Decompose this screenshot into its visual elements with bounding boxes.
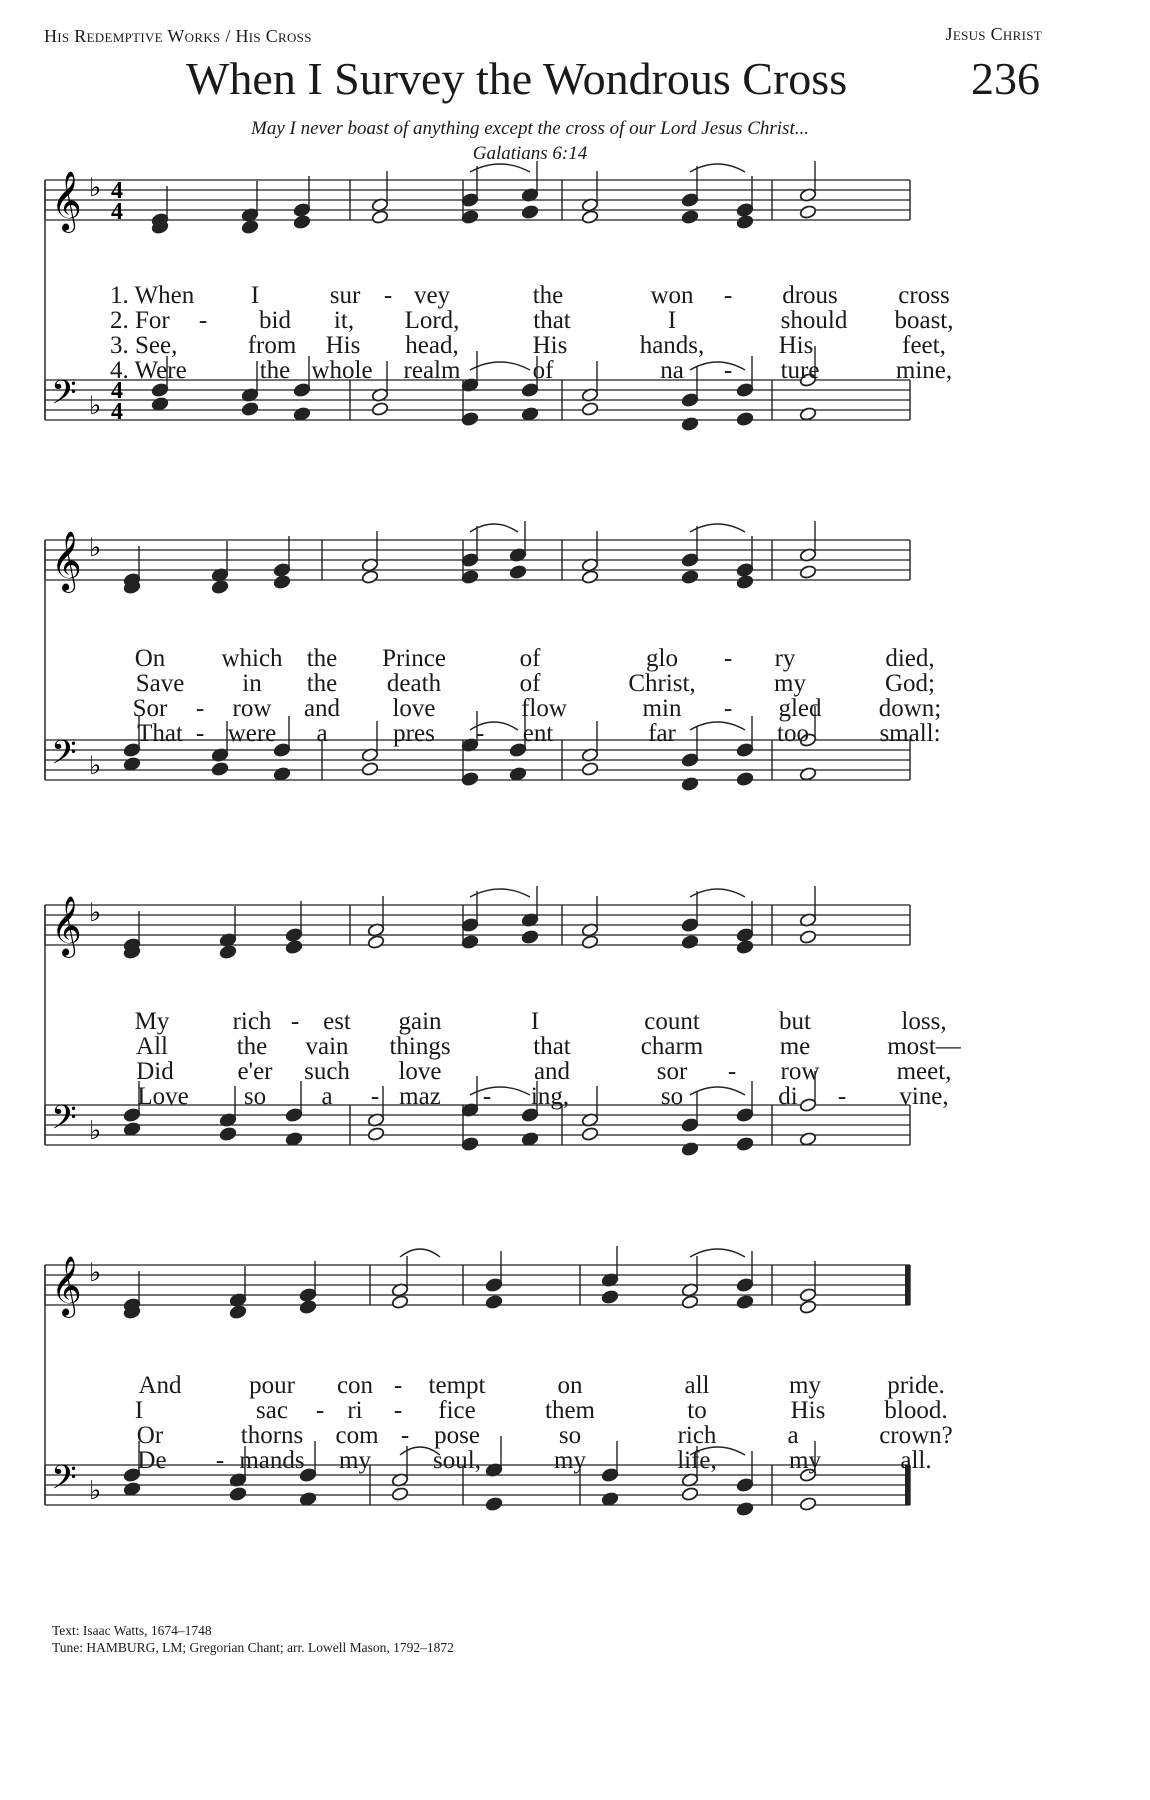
- alto-note: [681, 935, 699, 950]
- lyric-syllable: so: [660, 1083, 684, 1110]
- lyric-syllable: 4. Were: [110, 357, 187, 384]
- alto-note: [736, 215, 754, 230]
- lyric-syllable: my: [554, 1447, 586, 1474]
- lyric-syllable: the: [259, 357, 291, 384]
- lyric-syllable: God;: [885, 670, 935, 697]
- lyric-syllable: too: [777, 720, 809, 747]
- lyric-syllable: pride.: [887, 1372, 945, 1399]
- lyric-syllable: hands,: [639, 332, 705, 359]
- lyric-syllable: -: [475, 720, 485, 747]
- alto-note: [736, 575, 754, 590]
- soprano-note: [681, 553, 699, 568]
- soprano-note: [299, 1288, 317, 1303]
- bass-note: [799, 1132, 817, 1147]
- lyric-syllable: won: [650, 282, 694, 309]
- lyric-syllable: fice: [438, 1397, 476, 1424]
- lyric-syllable: of: [519, 645, 541, 672]
- lyric-syllable: of: [532, 357, 554, 384]
- lyric-syllable: 3. See,: [110, 332, 178, 359]
- bass-note: [367, 1127, 385, 1142]
- lyric-syllable: which: [221, 645, 283, 672]
- bass-note: [736, 1137, 754, 1152]
- bass-clef-icon: 𝄢: [51, 1099, 77, 1145]
- lyric-syllable: on: [557, 1372, 583, 1399]
- text-credit: Text: Isaac Watts, 1674–1748: [52, 1623, 212, 1638]
- lyric-syllable: rich: [232, 1008, 272, 1035]
- lyric-syllable: And: [138, 1372, 182, 1399]
- soprano-note: [736, 563, 754, 578]
- lyric-syllable: small:: [879, 720, 941, 747]
- treble-clef-icon: 𝄞: [51, 171, 82, 231]
- lyric-syllable: sor: [656, 1058, 688, 1085]
- alto-note: [581, 570, 599, 585]
- lyric-syllable: I: [667, 307, 677, 334]
- treble-slur: [400, 1249, 440, 1257]
- lyric-line-verse-4: [0, 1083, 1150, 1113]
- time-signature-top: 4: [111, 378, 123, 404]
- treble-slur: [690, 889, 745, 897]
- lyric-syllable: 2. For: [110, 307, 170, 334]
- lyric-syllable: all: [684, 1372, 710, 1399]
- tenor-note: [736, 1478, 754, 1493]
- lyric-syllable: me: [779, 1033, 811, 1060]
- lyric-syllable: ry: [774, 645, 796, 672]
- bass-note: [601, 1492, 619, 1507]
- lyric-syllable: -: [400, 1422, 410, 1449]
- bass-note: [371, 402, 389, 417]
- lyric-syllable: min: [642, 695, 682, 722]
- alto-note: [736, 940, 754, 955]
- bass-note: [461, 772, 479, 787]
- alto-note: [371, 210, 389, 225]
- bass-note: [736, 772, 754, 787]
- bass-note: [509, 767, 527, 782]
- lyric-syllable: such: [304, 1058, 350, 1085]
- lyric-syllable: glo: [646, 645, 678, 672]
- lyric-syllable: meet,: [896, 1058, 952, 1085]
- lyric-syllable: thorns: [240, 1422, 304, 1449]
- lyric-syllable: row: [232, 695, 272, 722]
- lyric-syllable: most—: [887, 1033, 961, 1060]
- lyric-syllable: His: [532, 332, 568, 359]
- alto-note: [509, 565, 527, 580]
- bass-note: [736, 1502, 754, 1517]
- bass-note: [123, 1122, 141, 1137]
- lyric-line-verse-4: [0, 1447, 1150, 1477]
- scripture-reference: Galatians 6:14: [472, 143, 588, 164]
- flat-sign-icon: ♭: [89, 1116, 102, 1146]
- lyric-syllable: -: [727, 1058, 737, 1085]
- flat-sign-icon: ♭: [89, 1476, 102, 1506]
- lyric-syllable: were: [227, 720, 277, 747]
- lyric-syllable: His: [790, 1397, 826, 1424]
- alto-note: [211, 580, 229, 595]
- lyric-syllable: De: [137, 1447, 167, 1474]
- alto-note: [521, 930, 539, 945]
- alto-note: [367, 935, 385, 950]
- treble-staff: [45, 1256, 910, 1318]
- lyric-syllable: -: [723, 645, 733, 672]
- lyric-syllable: -: [290, 1008, 300, 1035]
- lyric-syllable: On: [134, 645, 166, 672]
- bass-note: [681, 1142, 699, 1157]
- lyric-syllable: Did: [136, 1058, 174, 1085]
- bass-note: [485, 1497, 503, 1512]
- lyric-syllable: His: [325, 332, 361, 359]
- lyric-syllable: a: [321, 1083, 333, 1110]
- alto-note: [799, 1300, 817, 1315]
- lyric-syllable: -: [837, 1083, 847, 1110]
- lyric-syllable: and: [533, 1058, 571, 1085]
- alto-note: [681, 1295, 699, 1310]
- lyric-syllable: feet,: [902, 332, 946, 359]
- alto-note: [681, 570, 699, 585]
- lyric-syllable: of: [519, 670, 541, 697]
- lyric-syllable: tempt: [428, 1372, 486, 1399]
- lyric-syllable: but: [779, 1008, 811, 1035]
- lyric-syllable: the: [306, 645, 338, 672]
- bass-note: [799, 767, 817, 782]
- alto-note: [485, 1295, 503, 1310]
- alto-note: [461, 210, 479, 225]
- lyric-syllable: loss,: [901, 1008, 947, 1035]
- lyric-syllable: soul,: [433, 1447, 481, 1474]
- bass-note: [581, 1127, 599, 1142]
- bass-note: [391, 1487, 409, 1502]
- lyric-syllable: that: [533, 1033, 571, 1060]
- lyric-syllable: mands: [239, 1447, 305, 1474]
- alto-note: [229, 1305, 247, 1320]
- lyric-syllable: I: [134, 1397, 144, 1424]
- tenor-note: [681, 1118, 699, 1133]
- lyric-syllable: so: [243, 1083, 267, 1110]
- lyric-syllable: -: [393, 1372, 403, 1399]
- treble-clef-icon: 𝄞: [51, 1256, 82, 1316]
- lyric-syllable: pres: [393, 720, 435, 747]
- lyric-syllable: bid: [259, 307, 291, 334]
- lyric-syllable: -: [315, 1397, 325, 1424]
- category-header: Jesus Christ: [945, 24, 1042, 44]
- soprano-note: [681, 918, 699, 933]
- lyric-syllable: in: [242, 670, 262, 697]
- lyric-syllable: Lord,: [404, 307, 460, 334]
- flat-sign-icon: ♭: [89, 1258, 102, 1288]
- bass-note: [799, 407, 817, 422]
- alto-note: [241, 220, 259, 235]
- lyric-syllable: ri: [347, 1397, 363, 1424]
- tenor-note: [681, 753, 699, 768]
- alto-note: [461, 570, 479, 585]
- alto-note: [293, 215, 311, 230]
- lyric-syllable: count: [644, 1008, 700, 1035]
- lyric-syllable: whole: [311, 357, 373, 384]
- lyric-syllable: death: [386, 670, 442, 697]
- bass-note: [799, 1497, 817, 1512]
- lyric-syllable: -: [723, 282, 733, 309]
- lyric-syllable: His: [778, 332, 814, 359]
- flat-sign-icon: ♭: [89, 533, 102, 563]
- treble-clef-icon: 𝄞: [51, 896, 82, 956]
- flat-sign-icon: ♭: [89, 173, 102, 203]
- bass-note: [681, 417, 699, 432]
- lyric-syllable: con: [336, 1372, 374, 1399]
- bass-note: [581, 762, 599, 777]
- bass-note: [299, 1492, 317, 1507]
- lyric-syllable: life,: [677, 1447, 717, 1474]
- lyric-syllable: the: [532, 282, 564, 309]
- lyric-syllable: realm: [403, 357, 461, 384]
- alto-note: [521, 205, 539, 220]
- bass-note: [581, 402, 599, 417]
- lyric-syllable: -: [370, 1083, 380, 1110]
- lyric-syllable: ent: [522, 720, 554, 747]
- treble-slur: [470, 164, 530, 172]
- lyric-syllable: My: [134, 1008, 170, 1035]
- lyric-syllable: far: [648, 720, 676, 747]
- bass-note: [123, 757, 141, 772]
- lyric-syllable: All: [136, 1033, 168, 1060]
- soprano-note: [736, 203, 754, 218]
- lyric-syllable: a: [787, 1422, 799, 1449]
- treble-clef-icon: 𝄞: [51, 531, 82, 591]
- lyric-syllable: crown?: [879, 1422, 953, 1449]
- lyric-syllable: the: [236, 1033, 268, 1060]
- alto-note: [299, 1300, 317, 1315]
- lyric-syllable: Sor: [132, 695, 168, 722]
- lyric-syllable: blood.: [884, 1397, 948, 1424]
- soprano-note: [285, 928, 303, 943]
- alto-note: [799, 565, 817, 580]
- final-double-barline: [905, 1265, 910, 1305]
- lyric-syllable: -: [215, 1447, 225, 1474]
- flat-sign-icon: ♭: [89, 898, 102, 928]
- bass-note: [461, 1137, 479, 1152]
- alto-note: [799, 205, 817, 220]
- lyric-syllable: from: [247, 332, 297, 359]
- bass-note: [219, 1127, 237, 1142]
- lyric-syllable: That: [137, 720, 183, 747]
- lyric-syllable: ture: [780, 357, 820, 384]
- soprano-note: [736, 1278, 754, 1293]
- lyric-syllable: the: [306, 670, 338, 697]
- lyric-syllable: died,: [885, 645, 935, 672]
- lyric-syllable: down;: [878, 695, 942, 722]
- lyric-syllable: things: [389, 1033, 451, 1060]
- bass-note: [241, 402, 259, 417]
- lyric-syllable: est: [323, 1008, 351, 1035]
- section-header: His Redemptive Works / His Cross: [44, 26, 312, 46]
- hymn-title: When I Survey the Wondrous Cross: [186, 53, 848, 104]
- lyric-syllable: com: [335, 1422, 379, 1449]
- time-signature-bottom: 4: [111, 199, 123, 225]
- soprano-note: [461, 553, 479, 568]
- lyric-syllable: -: [723, 695, 733, 722]
- alto-note: [219, 945, 237, 960]
- lyric-syllable: I: [250, 282, 260, 309]
- lyric-syllable: and: [303, 695, 341, 722]
- lyric-syllable: -: [482, 1083, 492, 1110]
- tenor-note: [681, 393, 699, 408]
- lyric-syllable: -: [393, 1397, 403, 1424]
- alto-note: [361, 570, 379, 585]
- bass-note: [521, 1132, 539, 1147]
- soprano-note: [461, 918, 479, 933]
- lyric-syllable: love: [392, 695, 436, 722]
- lyric-syllable: gain: [398, 1008, 442, 1035]
- lyric-syllable: maz: [399, 1083, 441, 1110]
- treble-slur: [690, 1249, 745, 1257]
- bass-clef-icon: 𝄢: [51, 734, 77, 780]
- bass-note: [293, 407, 311, 422]
- lyric-syllable: to: [687, 1397, 707, 1424]
- bass-note: [681, 1487, 699, 1502]
- lyric-syllable: Or: [136, 1422, 164, 1449]
- alto-note: [601, 1290, 619, 1305]
- bass-note: [211, 762, 229, 777]
- lyric-syllable: drous: [782, 282, 838, 309]
- scripture-epigraph: May I never boast of anything except the cross of our Lord Jesus Christ...: [251, 118, 809, 139]
- bass-note: [285, 1132, 303, 1147]
- soprano-note: [681, 193, 699, 208]
- lyric-syllable: ing,: [530, 1083, 570, 1110]
- alto-note: [581, 210, 599, 225]
- soprano-note: [799, 1288, 817, 1303]
- lyric-syllable: Prince: [382, 645, 446, 672]
- lyric-syllable: pose: [434, 1422, 480, 1449]
- flat-sign-icon: ♭: [89, 391, 102, 421]
- alto-note: [461, 935, 479, 950]
- lyric-syllable: boast,: [894, 307, 954, 334]
- lyric-syllable: Christ,: [628, 670, 696, 697]
- lyric-syllable: head,: [405, 332, 459, 359]
- lyric-syllable: love: [398, 1058, 442, 1085]
- lyric-syllable: charm: [640, 1033, 704, 1060]
- soprano-note: [293, 203, 311, 218]
- lyric-syllable: row: [780, 1058, 820, 1085]
- lyric-syllable: cross: [898, 282, 950, 309]
- tune-credit: Tune: HAMBURG, LM; Gregorian Chant; arr. Lowell Mason, 1792–1872: [52, 1640, 454, 1655]
- lyric-line-verse-4: [0, 720, 1150, 750]
- lyric-syllable: should: [780, 307, 848, 334]
- lyric-syllable: pour: [249, 1372, 295, 1399]
- treble-slur: [470, 889, 530, 897]
- lyric-syllable: my: [774, 670, 806, 697]
- bass-note: [736, 412, 754, 427]
- bass-note: [229, 1487, 247, 1502]
- lyric-syllable: that: [533, 307, 571, 334]
- lyric-syllable: Save: [135, 670, 185, 697]
- lyric-syllable: it,: [333, 307, 355, 334]
- bass-note: [123, 1482, 141, 1497]
- soprano-note: [273, 563, 291, 578]
- lyric-syllable: all.: [900, 1447, 932, 1474]
- lyric-syllable: my: [339, 1447, 371, 1474]
- lyric-syllable: na: [660, 357, 684, 384]
- alto-note: [681, 210, 699, 225]
- bass-note: [461, 412, 479, 427]
- lyric-syllable: rich: [677, 1422, 717, 1449]
- bass-clef-icon: 𝄢: [51, 374, 77, 420]
- lyric-syllable: sur: [329, 282, 361, 309]
- lyric-syllable: so: [558, 1422, 582, 1449]
- lyric-syllable: -: [383, 282, 393, 309]
- alto-note: [736, 1295, 754, 1310]
- soprano-note: [461, 193, 479, 208]
- hymn-credits: [52, 1622, 454, 1656]
- lyric-syllable: them: [545, 1397, 595, 1424]
- lyric-syllable: my: [789, 1447, 821, 1474]
- bass-note: [681, 777, 699, 792]
- lyric-syllable: mine,: [895, 357, 953, 384]
- lyric-line-verse-4: [0, 357, 1150, 387]
- flat-sign-icon: ♭: [89, 751, 102, 781]
- lyric-syllable: -: [198, 307, 208, 334]
- bass-note: [361, 762, 379, 777]
- alto-note: [391, 1295, 409, 1310]
- bass-clef-icon: 𝄢: [51, 1459, 77, 1505]
- hymn-number: 236: [971, 53, 1040, 104]
- lyric-syllable: sac: [256, 1397, 288, 1424]
- lyric-syllable: -: [195, 720, 205, 747]
- alto-note: [581, 935, 599, 950]
- lyric-syllable: di: [778, 1083, 798, 1110]
- bass-note: [151, 397, 169, 412]
- lyric-syllable: vain: [305, 1033, 349, 1060]
- lyric-syllable: a: [316, 720, 328, 747]
- alto-note: [285, 940, 303, 955]
- lyric-syllable: vey: [413, 282, 451, 309]
- lyric-syllable: -: [195, 695, 205, 722]
- lyric-syllable: -: [723, 357, 733, 384]
- lyric-syllable: I: [530, 1008, 540, 1035]
- lyric-syllable: my: [789, 1372, 821, 1399]
- lyric-syllable: 1. When: [110, 282, 195, 309]
- lyric-syllable: flow: [521, 695, 567, 722]
- treble-slur: [690, 164, 745, 172]
- time-signature-bottom: 4: [111, 399, 123, 425]
- alto-note: [273, 575, 291, 590]
- time-signature-top: 4: [111, 178, 123, 204]
- lyric-syllable: e'er: [237, 1058, 273, 1085]
- lyric-syllable: Love: [137, 1083, 189, 1110]
- treble-slur: [690, 524, 745, 532]
- lyric-syllable: gled: [778, 695, 822, 722]
- soprano-note: [736, 928, 754, 943]
- bass-note: [521, 407, 539, 422]
- alto-note: [799, 930, 817, 945]
- bass-note: [273, 767, 291, 782]
- soprano-note: [485, 1278, 503, 1293]
- lyric-syllable: vine,: [899, 1083, 949, 1110]
